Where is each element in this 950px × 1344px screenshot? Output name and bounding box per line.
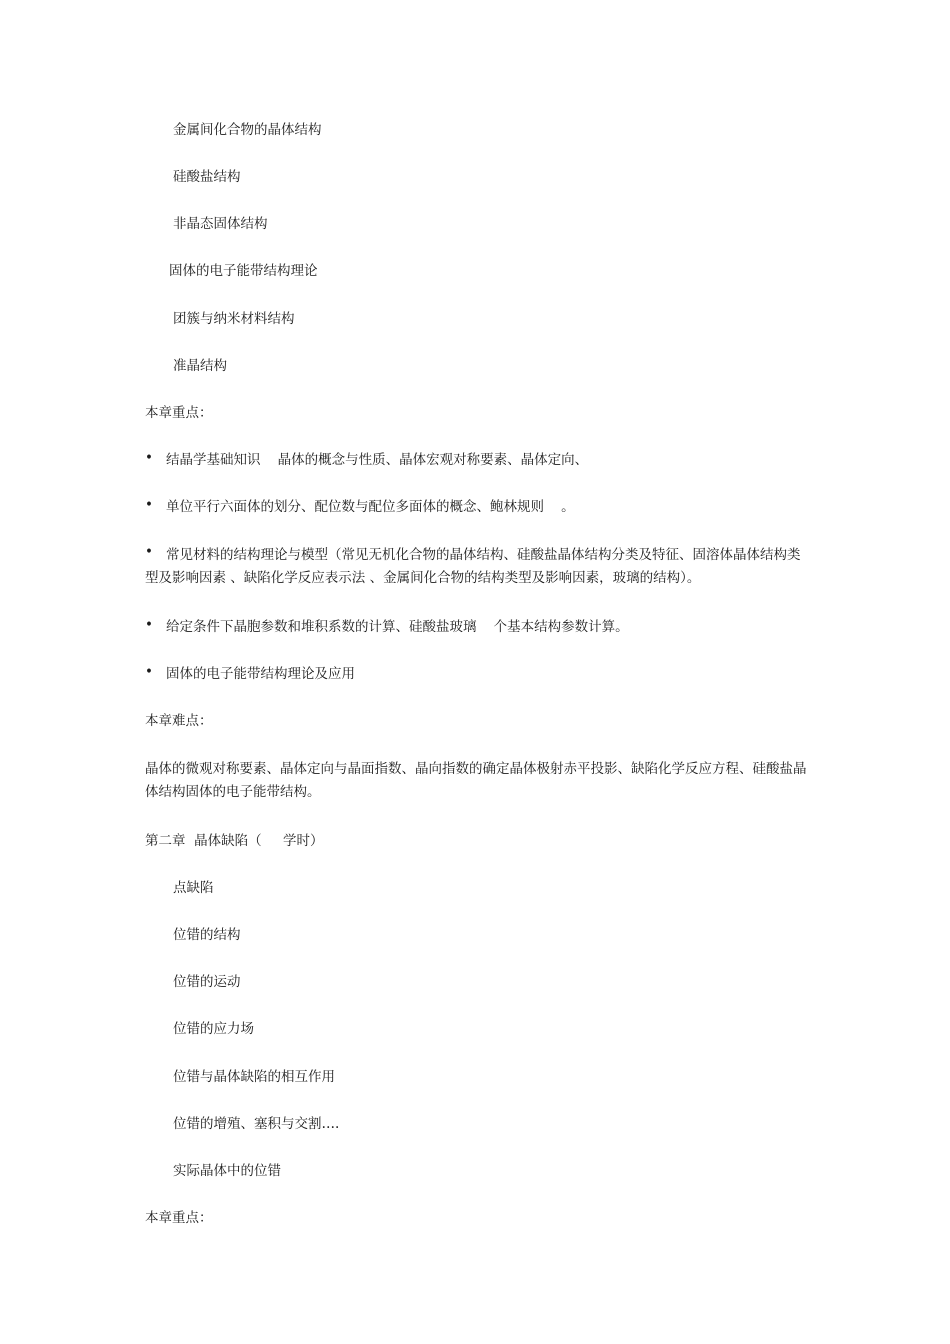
list-item: 位错的应力场 [173, 1021, 254, 1037]
list-item: 位错的结构 [173, 927, 241, 943]
bullet-text: 单位平行六面体的划分、配位数与配位多面体的概念、鲍林规则 。 [166, 499, 575, 515]
bullet-symbol: • [145, 450, 153, 466]
difficulties-heading: 本章难点： [145, 713, 213, 729]
list-item: 硅酸盐结构 [173, 169, 241, 185]
list-item: 位错的增殖、塞积与交割…. [173, 1116, 340, 1132]
bullet-text: 固体的电子能带结构理论及应用 [166, 666, 355, 682]
key-points-heading: 本章重点： [145, 405, 213, 421]
list-item: 准晶结构 [173, 358, 227, 374]
list-item: 实际晶体中的位错 [173, 1163, 281, 1179]
list-item: 金属间化合物的晶体结构 [173, 122, 322, 138]
list-item: 团簇与纳米材料结构 [173, 311, 295, 327]
key-points-heading: 本章重点： [145, 1210, 213, 1226]
bullet-symbol: • [145, 617, 153, 633]
list-item: 非晶态固体结构 [173, 216, 268, 232]
list-item: 位错的运动 [173, 974, 241, 990]
list-item: 位错与晶体缺陷的相互作用 [173, 1069, 335, 1085]
bullet-text: 结晶学基础知识 晶体的概念与性质、晶体宏观对称要素、晶体定向、 [166, 452, 589, 468]
bullet-symbol: • [145, 664, 153, 680]
bullet-symbol: • [145, 544, 153, 560]
list-item: 固体的电子能带结构理论 [169, 263, 318, 279]
difficulties-text: 晶体的微观对称要素、晶体定向与晶面指数、晶向指数的确定晶体极射赤平投影、缺陷化学反应方程、硅酸盐晶体结构固体的电子能带结构。 [145, 761, 807, 800]
chapter-title: 第二章 晶体缺陷（ 学时） [145, 833, 324, 849]
bullet-text: 常见材料的结构理论与模型（常见无机化合物的晶体结构、硅酸盐晶体结构分类及特征、固溶体晶体结构类型及影响因素 、缺陷化学反应表示法 、金属间化合物的结构类型及影响因素，玻璃的结构）。 [145, 547, 801, 586]
bullet-text: 给定条件下晶胞参数和堆积系数的计算、硅酸盐玻璃 个基本结构参数计算。 [166, 619, 629, 635]
list-item: 点缺陷 [173, 880, 214, 896]
bullet-symbol: • [145, 497, 153, 513]
